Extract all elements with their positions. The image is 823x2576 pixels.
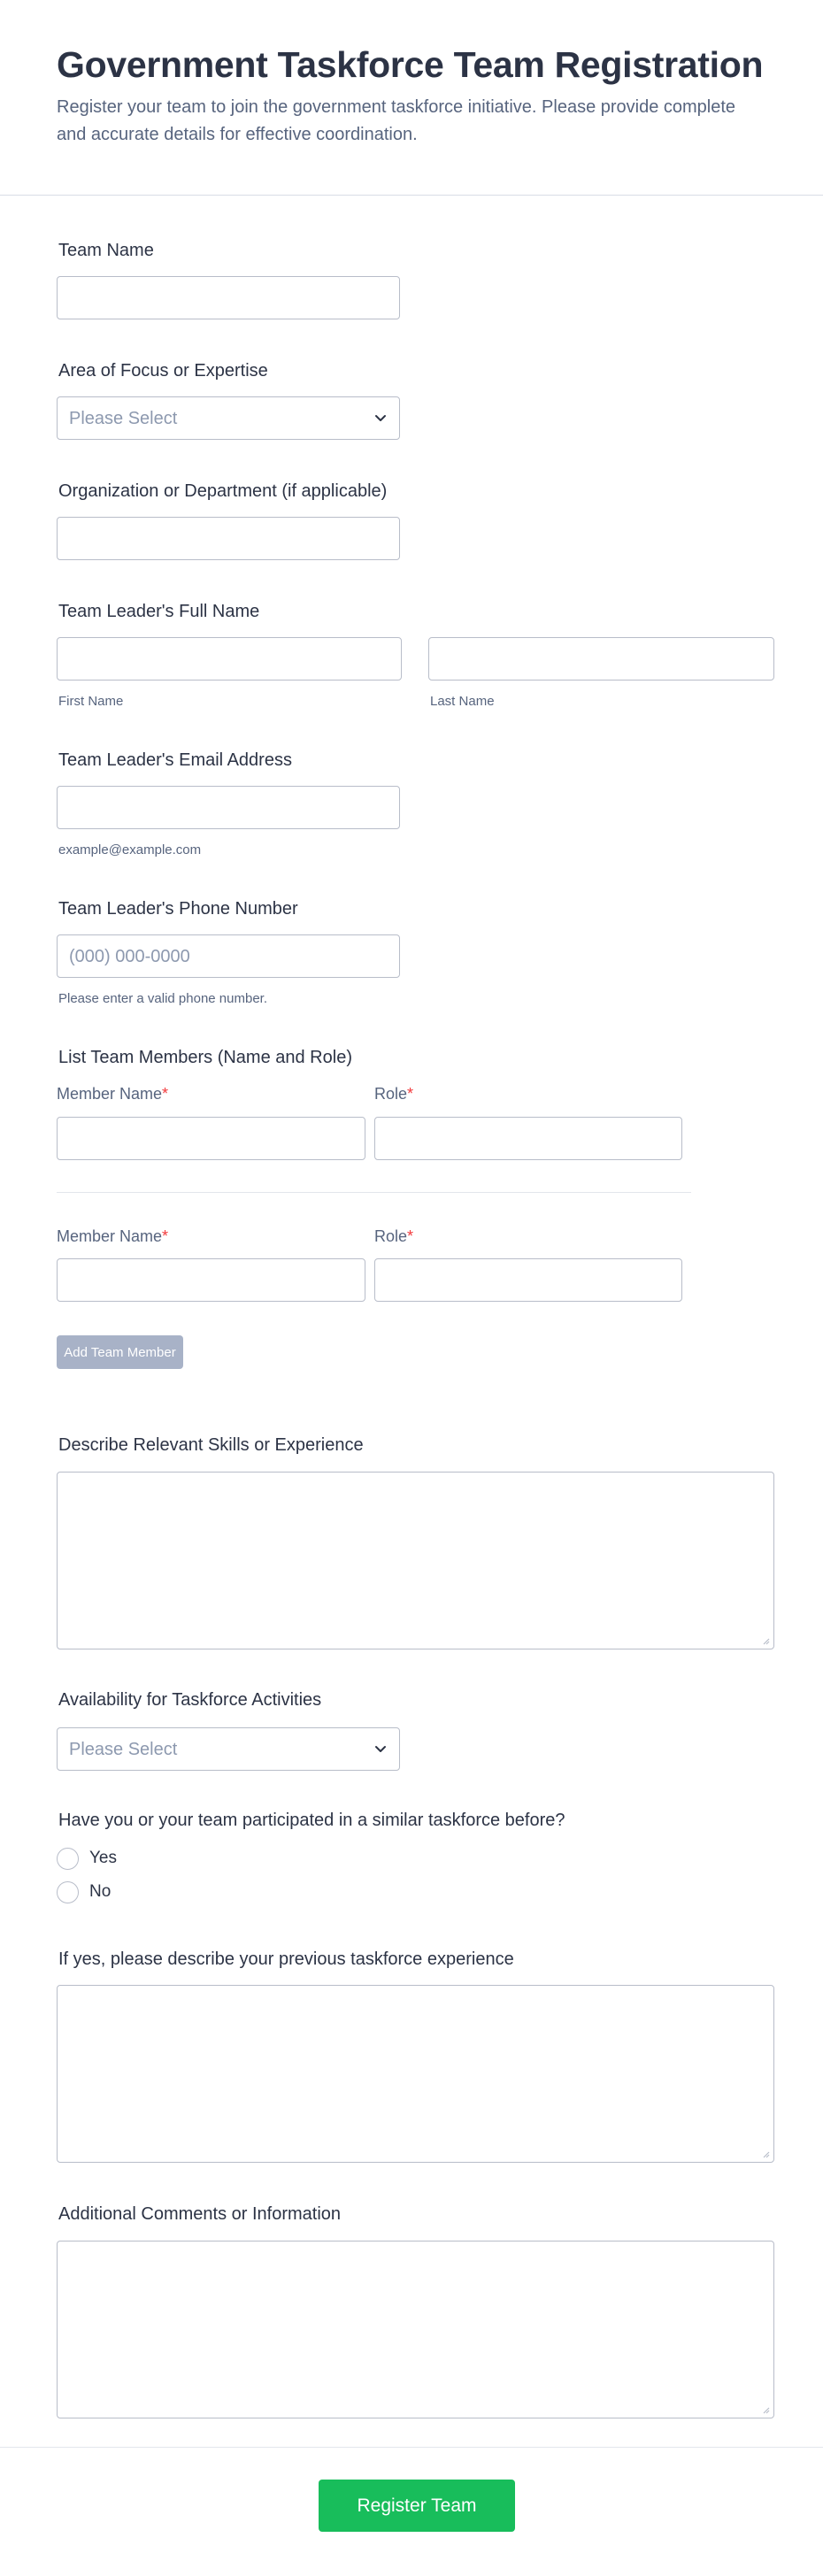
chevron-down-icon: [373, 410, 388, 426]
previous-experience-label: If yes, please describe your previous taskforce experience: [58, 1949, 514, 1969]
required-mark: *: [162, 1227, 169, 1245]
member-name-label: Member Name*: [57, 1085, 169, 1103]
comments-textarea[interactable]: [57, 2241, 774, 2418]
role-label: Role*: [374, 1085, 414, 1103]
email-sublabel: example@example.com: [58, 842, 202, 857]
area-of-focus-placeholder: Please Select: [69, 409, 178, 428]
required-mark: *: [162, 1085, 169, 1103]
previous-experience-textarea[interactable]: [57, 1985, 774, 2163]
leader-phone-label: Team Leader's Phone Number: [58, 899, 298, 919]
member-role-input[interactable]: [374, 1117, 682, 1160]
resize-handle-icon[interactable]: [761, 2405, 770, 2414]
leader-email-label: Team Leader's Email Address: [58, 750, 292, 770]
leader-first-name-input[interactable]: [57, 637, 402, 681]
comments-label: Additional Comments or Information: [58, 2204, 342, 2224]
member-name-input[interactable]: [57, 1117, 365, 1160]
member-name-label: Member Name*: [57, 1227, 169, 1245]
leader-name-label: Team Leader's Full Name: [58, 602, 260, 621]
team-members-label: List Team Members (Name and Role): [58, 1048, 352, 1067]
radio-yes-label[interactable]: Yes: [89, 1849, 117, 1867]
radio-yes[interactable]: [57, 1848, 79, 1870]
required-mark: *: [407, 1085, 414, 1103]
resize-handle-icon[interactable]: [761, 2149, 770, 2158]
radio-no[interactable]: [57, 1881, 79, 1903]
chevron-down-icon: [373, 1741, 388, 1757]
leader-email-input[interactable]: [57, 786, 400, 829]
leader-phone-input[interactable]: [57, 934, 400, 978]
page-subtitle: Register your team to join the government taskforce initiative. Please provide complete and accurate details for effective coordination.: [57, 97, 736, 144]
radio-no-label[interactable]: No: [89, 1882, 112, 1901]
team-name-input[interactable]: [57, 276, 400, 319]
form-header: [0, 0, 823, 196]
area-of-focus-label: Area of Focus or Expertise: [58, 361, 268, 381]
organization-input[interactable]: [57, 517, 400, 560]
area-of-focus-select[interactable]: [57, 396, 400, 440]
member-role-input[interactable]: [374, 1258, 682, 1302]
participated-label: Have you or your team participated in a similar taskforce before?: [58, 1811, 565, 1830]
add-team-member-button[interactable]: Add Team Member: [57, 1335, 183, 1369]
availability-placeholder: Please Select: [69, 1740, 178, 1759]
leader-last-name-input[interactable]: [428, 637, 774, 681]
phone-sublabel: Please enter a valid phone number.: [58, 991, 267, 1006]
member-name-input[interactable]: [57, 1258, 365, 1302]
skills-textarea[interactable]: [57, 1472, 774, 1649]
required-mark: *: [407, 1227, 414, 1245]
team-name-label: Team Name: [58, 241, 154, 260]
organization-label: Organization or Department (if applicable): [58, 481, 388, 501]
role-label: Role*: [374, 1227, 414, 1245]
page-title: Government Taskforce Team Registration: [57, 44, 764, 85]
first-name-sublabel: First Name: [58, 694, 124, 709]
availability-label: Availability for Taskforce Activities: [58, 1690, 322, 1710]
availability-select[interactable]: [57, 1727, 400, 1771]
register-team-button[interactable]: Register Team: [319, 2480, 515, 2532]
last-name-sublabel: Last Name: [430, 694, 495, 709]
resize-handle-icon[interactable]: [761, 1636, 770, 1645]
member-divider: [57, 1192, 691, 1193]
skills-label: Describe Relevant Skills or Experience: [58, 1435, 364, 1455]
phone-placeholder: (000) 000-0000: [69, 947, 190, 966]
